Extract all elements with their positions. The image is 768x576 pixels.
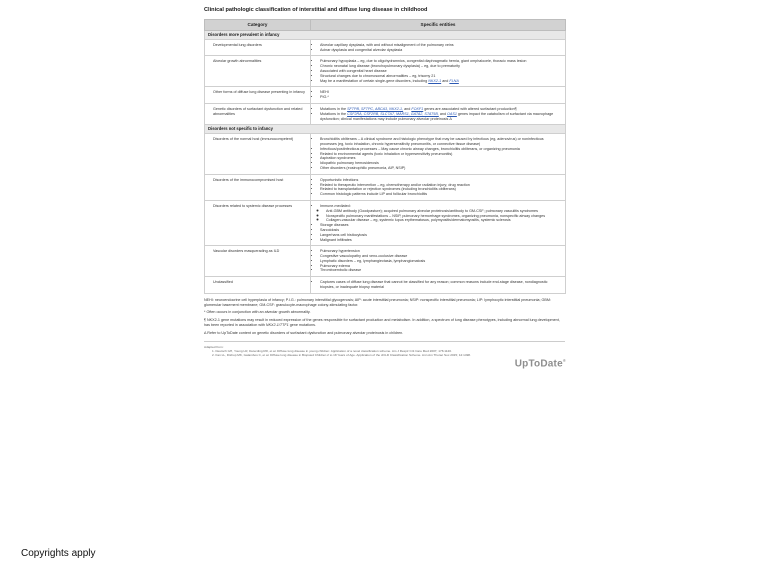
row-category: Disorders related to systemic disease processes bbox=[205, 200, 311, 245]
header-category: Category bbox=[205, 20, 311, 31]
section-label: Disorders not specific to infancy bbox=[205, 125, 566, 134]
table-row bbox=[205, 134, 566, 175]
abbreviations-note: NEHI: neuroendocrine cell hyperplasia of infancy; P.I.G.: pulmonary interstitial glycogenosis; AIP: acute interstitial pneumonia; NSIP: nonspecific interstitial pneumonia; LIP: lymphocytic interstitial pneumonia; GBM: glomerular basement membrane; GM-CSF: granulocyte-macrophage colony-stimulating factor. bbox=[204, 297, 551, 307]
footnote-pilcrow bbox=[204, 318, 565, 328]
gene-link[interactable]: SFTPB, SFTPC, ABCA3, NKX2-1, bbox=[347, 106, 404, 111]
gene-link[interactable]: FLNA bbox=[449, 78, 459, 83]
item-text: May be a manifestation of certain single-gene disorders, including bbox=[320, 78, 428, 83]
item-text: and bbox=[439, 111, 446, 116]
row-entities bbox=[311, 87, 566, 104]
list-item bbox=[320, 112, 561, 122]
footnote-star: * Often occurs in conjunction with an alveolar growth abnormality. bbox=[204, 310, 311, 315]
row-entities bbox=[311, 103, 566, 124]
table-row bbox=[205, 87, 566, 104]
item-text: Mutations in the bbox=[320, 111, 347, 116]
list-item: • Other disorders (eosinophilic pneumonia, AIP, NSIP) bbox=[320, 166, 561, 171]
list-item: • Common histologic patterns include LIP and follicular bronchiolitis bbox=[320, 192, 561, 197]
row-category: Disorders of the immunocompromised host bbox=[205, 174, 311, 200]
footnote-delta: Δ Refer to UpToDate content on genetic disorders of surfactant dysfunction and pulmonary alveolar proteinosis in children. bbox=[204, 330, 404, 335]
list-item: • Captures cases of diffuse lung disease that cannot be classified for any reason; common reasons include end-stage disease, nondiagnostic biopsies, or inadequate biopsy material bbox=[320, 280, 561, 290]
list-item: • Infectious/postinfectious processes – May cause chronic airway changes, bronchiolitis obliterans, or organizing pneumonia bbox=[320, 147, 561, 152]
list-item: • Acinar dysplasia and congenital alveolar dysplasia bbox=[320, 48, 561, 53]
list-item: • Idiopathic pulmonary hemosiderosis bbox=[320, 161, 561, 166]
list-item bbox=[320, 204, 561, 223]
copyright-notice: Copyrights apply bbox=[21, 548, 96, 559]
row-category: Other forms of diffuse lung disease presenting in infancy bbox=[205, 87, 311, 104]
item-text: and bbox=[442, 78, 449, 83]
section-label: Disorders more prevalent in infancy bbox=[205, 31, 566, 40]
sub-list-item: ◦ Nonspecific pulmonary manifestations – NSIP, pulmonary hemorrhage syndromes, organizing pneumonia, nonspecific airway changes bbox=[326, 214, 561, 219]
list-item: • Associated with congenital heart disease bbox=[320, 69, 561, 74]
item-text: and bbox=[404, 106, 411, 111]
uptodate-logo bbox=[514, 358, 566, 370]
document-figure bbox=[204, 7, 566, 370]
item-text: Mutations in the bbox=[320, 106, 347, 111]
header-entities: Specific entities bbox=[311, 20, 566, 31]
logo-text: UpToDate bbox=[514, 358, 563, 370]
row-category: Unclassified bbox=[205, 277, 311, 294]
list-item: • Structural changes due to chromosomal abnormalities – eg, trisomy 21 bbox=[320, 74, 561, 79]
sub-list-item: ◦ Collagen-vascular disease – eg, systemic lupus erythematosus, polymyositis/dermatomyositis, systemic sclerosis bbox=[326, 218, 561, 223]
row-entities bbox=[311, 56, 566, 87]
list-item: • Opportunistic infections bbox=[320, 178, 561, 183]
item-text: Immune-mediated: bbox=[320, 203, 351, 208]
list-item: • Thromboembolic disease bbox=[320, 268, 561, 273]
table-row bbox=[205, 277, 566, 294]
table-row bbox=[205, 56, 566, 87]
footnote-text: ¶ NKX2-1 gene mutations may result in reduced expression of the genes responsible for surfactant production and metabolism. In addition, a spectrum of lung disease phenotypes, including abnormal lung development, has been reported in association with bbox=[204, 318, 560, 328]
row-entities bbox=[311, 200, 566, 245]
list-item bbox=[320, 79, 561, 84]
section-row bbox=[205, 125, 566, 134]
gene-name: NKX2-1/TTF1 bbox=[265, 323, 289, 328]
list-item: • Langerhans cell histiocytosis bbox=[320, 233, 561, 238]
references-label: Adapted from: bbox=[204, 344, 224, 349]
list-item: • Aspiration syndromes bbox=[320, 156, 561, 161]
row-entities bbox=[311, 246, 566, 277]
item-text: genes impact the catabolism of surfactant via macrophage dysfunction; clinical manifestations may include pulmonary alveolar proteinosis Δ bbox=[320, 111, 554, 121]
classification-table bbox=[204, 19, 566, 294]
gene-link[interactable]: NKX2-1 bbox=[428, 78, 442, 83]
table-row bbox=[205, 246, 566, 277]
gene-link[interactable]: OAS1 bbox=[447, 111, 457, 116]
section-row bbox=[205, 31, 566, 40]
registered-mark: ® bbox=[562, 358, 566, 364]
list-item: • Bronchiolitis obliterans – A clinical syndrome and histologic phenotype that may be caused by infectious (eg, adenovirus) or noninfectious processes (eg, toxic inhalation, chronic hypersensitivity pneumonitis, or connective tissue disease) bbox=[320, 137, 561, 147]
reference-item: 2. Fan LL, Dishop MK, Galambos C, et al. Diffuse lung disease in Biopsied Children 2 to 18 Years of Age. Application of the chILD Classification Scheme. Ann Am Thorac Soc 2015; 12:1498. bbox=[212, 352, 471, 357]
row-entities bbox=[311, 39, 566, 56]
list-item: • Malignant infiltrates bbox=[320, 238, 561, 243]
figure-title: Clinical pathologic classification of interstitial and diffuse lung disease in childhood bbox=[204, 7, 428, 13]
row-entities bbox=[311, 277, 566, 294]
row-category: Vascular disorders masquerading as ILD bbox=[205, 246, 311, 277]
gene-link[interactable]: CSF2RA, CSF2RB, SLC7A7, MARS1, GATA2, STAT5B, bbox=[347, 111, 439, 116]
table-row bbox=[205, 103, 566, 124]
row-entities bbox=[311, 134, 566, 175]
row-category: Alveolar growth abnormalities bbox=[205, 56, 311, 87]
references bbox=[204, 341, 566, 370]
list-item: • Pulmonary hypertension bbox=[320, 249, 561, 254]
list-item: • Storage diseases bbox=[320, 223, 561, 228]
list-item: • Congestive vasculopathy and veno-occlusive disease bbox=[320, 254, 561, 259]
table-row bbox=[205, 39, 566, 56]
list-item: • Chronic neonatal lung disease (bronchopulmonary dysplasia) – eg, due to prematurity bbox=[320, 64, 561, 69]
list-item: • Alveolar capillary dysplasia, with and without misalignment of the pulmonary veins bbox=[320, 43, 561, 48]
table-header-row bbox=[205, 20, 566, 31]
reference-item: 1. Deutsch GH, Young LR, Deterding RR, et al. Diffuse lung disease in young children: Application of a novel classification scheme. Am J Respir Crit Care Med 2007; 176:1120. bbox=[212, 348, 452, 353]
list-item: • PIG.* bbox=[320, 95, 561, 100]
list-item: • Related to transplantation or rejection syndromes (including bronchiolitis obliterans) bbox=[320, 187, 561, 192]
table-row bbox=[205, 200, 566, 245]
row-category: Developmental lung disorders bbox=[205, 39, 311, 56]
row-entities bbox=[311, 174, 566, 200]
item-text: genes are associated with altered surfactant production¶ bbox=[424, 106, 517, 111]
list-item: • Lymphatic disorders – eg, lymphangiectasia, lymphangiomatosis bbox=[320, 259, 561, 264]
list-item: • NEHI bbox=[320, 90, 561, 95]
list-item: • Pulmonary edema bbox=[320, 264, 561, 269]
row-category: Genetic disorders of surfactant dysfunction and related abnormalities bbox=[205, 103, 311, 124]
table-row bbox=[205, 174, 566, 200]
gene-link[interactable]: FOXF1 bbox=[411, 106, 424, 111]
footnote-text: gene mutations. bbox=[289, 323, 316, 328]
table-footnotes bbox=[204, 298, 565, 336]
list-item: • Related to environmental agents (toxic inhalation or hypersensitivity pneumonitis) bbox=[320, 152, 561, 157]
list-item: • Related to therapeutic intervention – eg, chemotherapy and/or radiation injury; drug reaction bbox=[320, 183, 561, 188]
list-item: • Pulmonary hypoplasia – eg, due to oligohydramnios, congenital diaphragmatic hernia, giant omphalocele, thoracic mass lesion bbox=[320, 59, 561, 64]
row-category: Disorders of the normal host (immunocompetent) bbox=[205, 134, 311, 175]
sub-list-item: ◦ Anti-GBM antibody (Goodpasture); acquired pulmonary alveolar proteinosis/antibody to GM-CSF; pulmonary vasculitis syndromes bbox=[326, 209, 561, 214]
list-item: • Sarcoidosis bbox=[320, 228, 561, 233]
